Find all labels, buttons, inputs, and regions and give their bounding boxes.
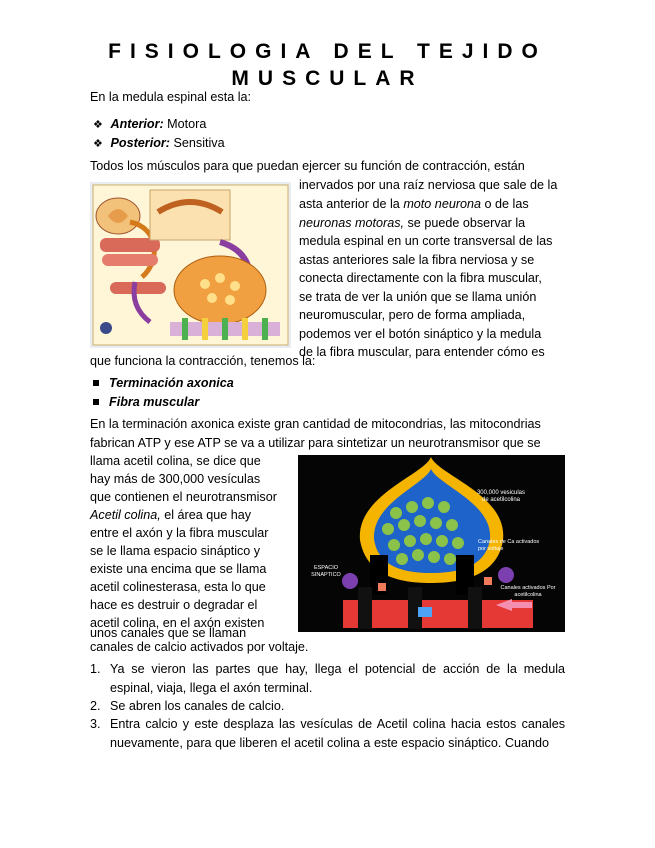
- text-span: o de las: [481, 197, 529, 211]
- list-item-step-2: [90, 697, 565, 716]
- step-text: Se abren los canales de calcio.: [110, 699, 285, 713]
- root-label: Anterior:: [110, 117, 164, 131]
- text-span: se puede observar la: [404, 216, 526, 230]
- text-span: asta anterior de la: [299, 197, 404, 211]
- paragraph-1-line: [299, 195, 529, 214]
- paragraph-1-line: de la fibra muscular, para entender cómo es: [299, 345, 545, 359]
- list-item-step-1: [90, 660, 565, 698]
- root-value: Sensitiva: [169, 136, 225, 150]
- list-item-step-3: [90, 715, 565, 753]
- step-number: 3.: [90, 717, 101, 731]
- paragraph-1-first-line: Todos los músculos para que puedan ejercer su función de contracción, están: [90, 159, 525, 173]
- paragraph-2-line: se le llama espacio sináptico y: [90, 544, 261, 558]
- title-line-2: MUSCULAR: [231, 67, 424, 90]
- list-item-fibra: [93, 393, 199, 411]
- paragraph-2-line: unos canales que se llaman: [90, 626, 247, 640]
- paragraph-2-last-line: canales de calcio activados por voltaje.: [90, 640, 309, 654]
- synaptic-cleft-label: ESPACIO SINAPTICO: [311, 565, 341, 578]
- root-value: Motora: [163, 117, 207, 131]
- italic-term: Acetil colina,: [90, 508, 161, 522]
- italic-term: neuronas motoras,: [299, 216, 405, 230]
- square-bullet-icon: [93, 399, 99, 405]
- paragraph-1-last-line: que funciona la contracción, tenemos la:: [90, 354, 316, 368]
- list-item-posterior: [93, 134, 225, 153]
- paragraph-1-line: conecta directamente con la fibra muscular,: [299, 271, 542, 285]
- paragraph-1-line: astas anteriores sale la fibra nerviosa y se: [299, 253, 535, 267]
- paragraph-1-line: se trata de ver la unión que se llama unión: [299, 290, 537, 304]
- paragraph-1-line: podemos ver el botón sináptico y la medula: [299, 327, 542, 341]
- paragraph-2-line-1: En la terminación axonica existe gran cantidad de mitocondrias, las mitocondrias: [90, 417, 541, 431]
- calcium-channel-label: Canales de Ca activados por voltaje: [478, 539, 540, 552]
- bullet-label: Terminación axonica: [109, 376, 234, 390]
- paragraph-1-line: inervados por una raíz nerviosa que sale de la: [299, 178, 558, 192]
- acetylcholine-channel-label: Canales activados Por acetilcolina: [500, 585, 556, 598]
- paragraph-2-line: llama acetil colina, se dice que: [90, 454, 261, 468]
- paragraph-2-line: que contienen el neurotransmisor: [90, 490, 277, 504]
- step-text: Ya se vieron las partes que hay, llega el potencial de acción de la medula espinal, viaja, llega el axón terminal.: [110, 662, 565, 695]
- paragraph-1-line: [299, 214, 525, 233]
- paragraph-1-line: neuromuscular, pero de forma ampliada,: [299, 308, 526, 322]
- paragraph-2-line: acetil colinesterasa, esta lo que: [90, 580, 266, 594]
- list-item-terminacion: [93, 374, 234, 392]
- step-text: Entra calcio y este desplaza las vesículas de Acetil colina hacia estos canales nuevamente, para que liberen el acetil colina a este espacio sináptico. Cuando: [110, 717, 565, 750]
- square-bullet-icon: [93, 380, 99, 386]
- paragraph-2-line: hay más de 300,000 vesículas: [90, 472, 261, 486]
- paragraph-2-line-2: fabrican ATP y ese ATP se va a utilizar para sintetizar un neurotransmisor que se: [90, 436, 541, 450]
- vesicle-count-label: 300,000 vesiculas de acetilcolina: [476, 490, 526, 503]
- neuromuscular-junction-figure: [90, 182, 291, 348]
- step-number: 2.: [90, 699, 101, 713]
- intro-text: En la medula espinal esta la:: [90, 90, 252, 104]
- root-label: Posterior:: [110, 136, 170, 150]
- step-number: 1.: [90, 662, 101, 676]
- paragraph-2-line: acetil colina, en el axón existen: [90, 616, 265, 630]
- paragraph-2-line: hace es destruir o degradar el: [90, 598, 258, 612]
- italic-term: moto neurona: [403, 197, 482, 211]
- paragraph-1-line: medula espinal en un corte transversal de las: [299, 234, 553, 248]
- title-line-1: FISIOLOGIA DEL TEJIDO: [108, 40, 547, 63]
- bullet-label: Fibra muscular: [109, 395, 200, 409]
- paragraph-2-line: existe una encima que se llama: [90, 562, 267, 576]
- diamond-bullet-icon: ❖: [93, 138, 103, 150]
- synapse-vesicles-figure: [298, 455, 565, 632]
- diamond-bullet-icon: ❖: [93, 119, 103, 131]
- list-item-anterior: [93, 115, 206, 134]
- page-title: [90, 38, 565, 92]
- paragraph-2-line: entre el axón y la fibra muscular: [90, 526, 269, 540]
- text-span: el área que hay: [160, 508, 252, 522]
- paragraph-2-line: [90, 506, 251, 525]
